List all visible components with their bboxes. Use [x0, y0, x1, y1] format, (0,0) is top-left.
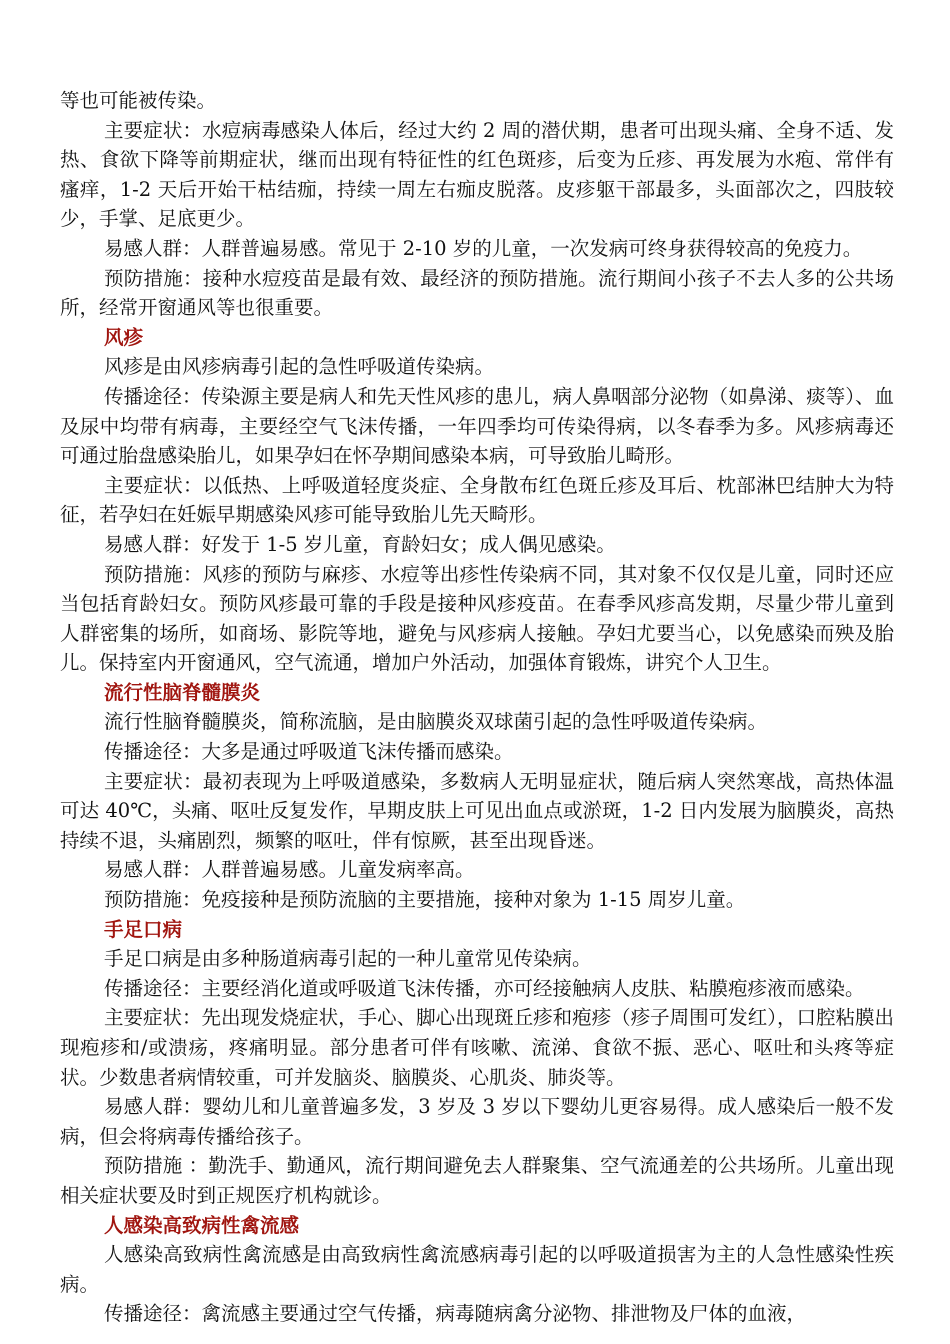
meningitis-transmission: 传播途径：大多是通过呼吸道飞沫传播而感染。	[104, 740, 514, 764]
hfmd-transmission: 传播途径：主要经消化道或呼吸道飞沫传播，亦可经接触病人皮肤、粘膜疱疹液而感染。	[104, 976, 865, 1000]
avian-flu-transmission: 传播途径：禽流感主要通过空气传播，病毒随病禽分泌物、排泄物及尸体的血液，	[104, 1302, 807, 1326]
rubella-prevention: 预防措施：风疹的预防与麻疹、水痘等出疹性传染病不同，其对象不仅仅是儿童，同时还应当包括育龄妇女。预防风疹最可靠的手段是接种风疹疫苗。在春季风疹高发期，尽量少带儿童到人群密集的场所，如商场、影院等地，避免与风疹病人接触。孕妇尤要当心，以免感染而殃及胎儿。保持室内开窗通风，空气流通，增加户外活动，加强体育锻炼，讲究个人卫生。	[60, 562, 894, 675]
hfmd-definition: 手足口病是由多种肠道病毒引起的一种儿童常见传染病。	[104, 947, 592, 971]
intro-continuation: 等也可能被传染。	[60, 89, 217, 112]
varicella-susceptible: 易感人群：人群普遍易感。常见于 2-10 岁的儿童，一次发病可终身获得较高的免疫力。	[104, 236, 863, 260]
rubella-heading: 风疹	[104, 325, 144, 349]
rubella-susceptible: 易感人群：好发于 1-5 岁儿童，育龄妇女；成人偶见感染。	[104, 532, 616, 556]
avian-flu-definition: 人感染高致病性禽流感是由高致病性禽流感病毒引起的以呼吸道损害为主的人急性感染性疾病。	[60, 1243, 894, 1296]
meningitis-susceptible: 易感人群：人群普遍易感。儿童发病率高。	[104, 858, 475, 882]
meningitis-prevention: 预防措施：免疫接种是预防流脑的主要措施，接种对象为 1-15 周岁儿童。	[104, 888, 746, 912]
meningitis-definition: 流行性脑脊髓膜炎，简称流脑，是由脑膜炎双球菌引起的急性呼吸道传染病。	[104, 710, 768, 734]
varicella-prevention: 预防措施：接种水痘疫苗是最有效、最经济的预防措施。流行期间小孩子不去人多的公共场所，经常开窗通风等也很重要。	[60, 266, 894, 320]
rubella-symptoms: 主要症状：以低热、上呼吸道轻度炎症、全身散布红色斑丘疹及耳后、枕部淋巴结肿大为特征，若孕妇在妊娠早期感染风疹可能导致胎儿先天畸形。	[60, 473, 894, 527]
meningitis-symptoms: 主要症状：最初表现为上呼吸道感染，多数病人无明显症状，随后病人突然寒战，高热体温可达 40℃，头痛、呕吐反复发作，早期皮肤上可见出血点或淤斑，1-2 日内发展为脑膜炎，高热持续不退，头痛剧烈，频繁的呕吐，伴有惊厥，甚至出现昏迷。	[60, 769, 894, 852]
avian-flu-heading: 人感染高致病性禽流感	[104, 1213, 300, 1237]
rubella-transmission: 传播途径：传染源主要是病人和先天性风疹的患儿，病人鼻咽部分泌物（如鼻涕、痰等）、血及尿中均带有病毒，主要经空气飞沫传播，一年四季均可传染得病，以冬春季为多。风疹病毒还可通过胎盘感染胎儿，如果孕妇在怀孕期间感染本病，可导致胎儿畸形。	[60, 384, 894, 468]
hfmd-prevention: 预防措施 ：勤洗手、勤通风，流行期间避免去人群聚集、空气流通差的公共场所。儿童出现相关症状要及时到正规医疗机构就诊。	[60, 1154, 894, 1207]
varicella-symptoms: 主要症状：水痘病毒感染人体后，经过大约 2 周的潜伏期，患者可出现头痛、全身不适、发热、食欲下降等前期症状，继而出现有特征性的红色斑疹，后变为丘疹、再发展为水疱、常伴有瘙痒，1-2 天后开始干枯结痂，持续一周左右痂皮脱落。皮疹躯干部最多，头面部次之，四肢较少，手掌、足底更少。	[60, 118, 894, 231]
hfmd-heading: 手足口病	[104, 917, 183, 941]
hfmd-symptoms: 主要症状：先出现发烧症状，手心、脚心出现斑丘疹和疱疹（疹子周围可发红），口腔粘膜出现疱疹和/或溃疡，疼痛明显。部分患者可伴有咳嗽、流涕、食欲不振、恶心、呕吐和头疼等症状。少数患者病情较重，可并发脑炎、脑膜炎、心肌炎、肺炎等。	[60, 1006, 894, 1089]
hfmd-susceptible: 易感人群：婴幼儿和儿童普遍多发，3 岁及 3 岁以下婴幼儿更容易得。成人感染后一般不发病，但会将病毒传播给孩子。	[60, 1095, 894, 1148]
rubella-definition: 风疹是由风疹病毒引起的急性呼吸道传染病。	[104, 355, 495, 379]
meningitis-heading: 流行性脑脊髓膜炎	[104, 680, 261, 704]
document-page	[60, 86, 894, 1329]
